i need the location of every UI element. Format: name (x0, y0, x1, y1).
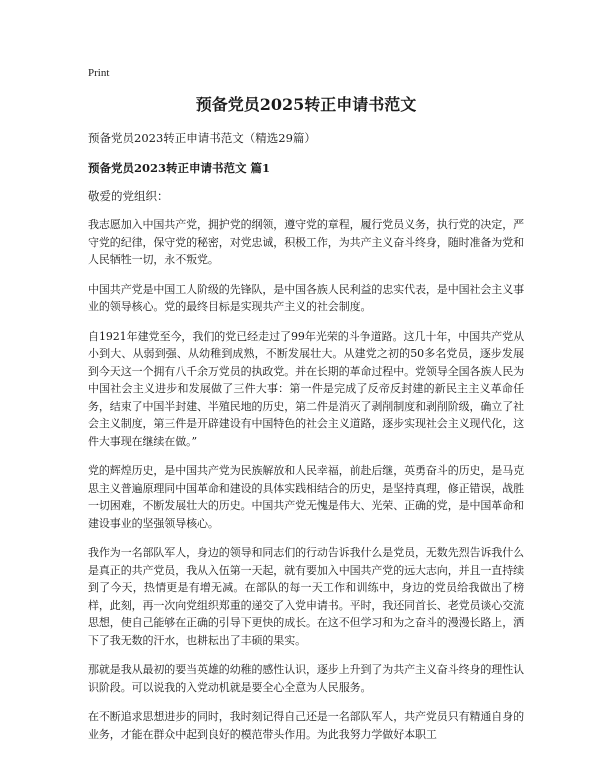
paragraph: 党的辉煌历史，是中国共产党为民族解放和人民幸福，前赴后继，英勇奋斗的历史，是马克思主义普遍原理同中国革命和建设的具体实践相结合的历史，是坚持真理，修正错误，战胜一切困难，不断发展壮大的历史。中国共产党无愧是伟大、光荣、正确的党，是中国革命和建设事业的坚强领导核心。 (88, 464, 524, 530)
paragraph: 在不断追求思想进步的同时，我时刻记得自己还是一名部队军人，共产党员只有精通自身的业务，才能在群众中起到良好的模范带头作用。为此我努力学做好本职工 (88, 710, 524, 741)
paragraph: 中国共产党是中国工人阶级的先锋队，是中国各族人民利益的忠实代表，是中国社会主义事业的领导核心。党的最终目标是实现共产主义的社会制度。 (88, 282, 524, 313)
print-label[interactable]: Print (88, 67, 110, 79)
section-heading: 预备党员2023转正申请书范文 篇1 (88, 161, 271, 175)
paragraph: 我作为一名部队军人，身边的领导和同志们的行动告诉我什么是党员，无数先烈告诉我什么是真正的共产党员，我从入伍第一天起，就有要加入中国共产党的远大志向，并且一直持续到了今天，热情更是有增无减。在部队的每一天工作和训练中，身边的党员给我做出了榜样，此刻，再一次向党组织郑重的递交了入党申请书。平时，我还同首长、老党员谈心交流思想，使自己能够在正确的引导下更快的成长。在这不但学习和为之奋斗的漫漫长路上，洒下了我无数的汗水，也耕耘出了丰硕的果实。 (88, 546, 524, 647)
document-page (88, 66, 524, 755)
paragraph: 那就是我从最初的要当英雄的幼稚的感性认识，逐步上升到了为共产主义奋斗终身的理性认识阶段。可以说我的入党动机就是要全心全意为人民服务。 (88, 663, 524, 694)
paragraph: 我志愿加入中国共产党，拥护党的纲领，遵守党的章程，履行党员义务，执行党的决定，严守党的纪律，保守党的秘密，对党忠诚，积极工作，为共产主义奋斗终身，随时准备为党和人民牺牲一切，永不叛党。 (88, 218, 524, 266)
document-subtitle: 预备党员2023转正申请书范文（精选29篇） (88, 131, 316, 145)
document-title: 预备党员2025转正申请书范文 (195, 95, 417, 114)
salutation: 敬爱的党组织： (88, 189, 169, 203)
paragraph: 自1921年建党至今，我们的党已经走过了99年光荣的斗争道路。这几十年，中国共产党从小到大、从弱到强、从幼稚到成熟，不断发展壮大。从建党之初的50多名党员，逐步发展到今天这一个拥有八千余万党员的执政党。并在长期的革命过程中。党领导全国各族人民为中国社会主义进步和发展做了三件大事：第一件是完成了反帝反封建的新民主主义革命任务，结束了中国半封建、半殖民地的历史，第二件是消灭了剥削制度和剥削阶级，确立了社会主义制度，第三件是开辟建设有中国特色的社会主义道路，逐步实现社会主义现代化，这件大事现在继续在做。” (88, 329, 524, 448)
